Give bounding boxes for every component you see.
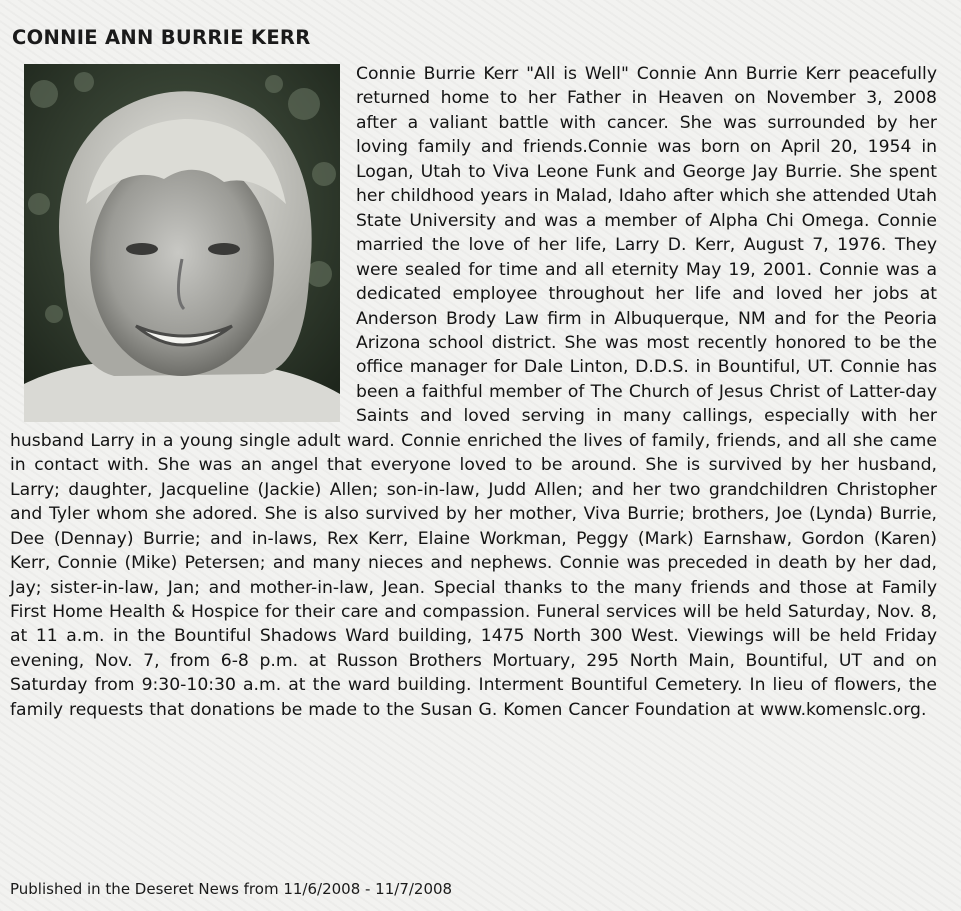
publication-note: Published in the Deseret News from 11/6/2008 - 11/7/2008 — [10, 880, 453, 898]
obituary-name-heading: CONNIE ANN BURRIE KERR — [12, 26, 311, 49]
portrait-photo — [24, 64, 340, 422]
portrait-photo-icon — [24, 64, 340, 422]
obituary-body: Connie Burrie Kerr "All is Well" Connie Ann Burrie Kerr peacefully returned home to her Father in Heaven on November 3, 2008 after a valiant battle with cancer. She was surrounded by her loving family and friends.Connie was born on April 20, 1954 in Logan, Utah to Viva Leone Funk and George Jay Burrie. She spent her childhood years in Malad, Idaho after which she attended Utah State University and was a member of Alpha Chi Omega. Connie married the love of her life, Larry D. Kerr, August 7, 1976. They were sealed for time and all eternity May 19, 2001. Connie was a dedicated employee throughout her life and loved her jobs at Anderson Brody Law firm in Albuquerque, NM and for the Peoria Arizona school district. She was most recently honored to be the office manager for Dale Linton, D.D.S. in Bountiful, UT. Connie has been a faithful member of The Church of Jesus Christ of Latter-day Saints and loved serving in many callings, especially with her husband Larry in a young single adult ward. Connie enriched the lives of family, friends, and all she came in contact with. She was an angel that everyone loved to be around. She is survived by her husband, Larry; daughter, Jacqueline (Jackie) Allen; son-in-law, Judd Allen; and her two grandchildren Christopher and Tyler whom she adored. She is also survived by her mother, Viva Burrie; brothers, Joe (Lynda) Burrie, Dee (Dennay) Burrie; and in-laws, Rex Kerr, Elaine Workman, Peggy (Mark) Earnshaw, Gordon (Karen) Kerr, Connie (Mike) Petersen; and many nieces and nephews. Connie was preceded in death by her dad, Jay; sister-in-law, Jan; and mother-in-law, Jean. Special thanks to the many friends and those at Family First Home Health & Hospice for their care and compassion. Funeral services will be held Saturday, Nov. 8, at 11 a.m. in the Bountiful Shadows Ward building, 1475 North 300 West. Viewings will be held Friday evening, Nov. 7, from 6-8 p.m. at Russon Brothers Mortuary, 295 North Main, Bountiful, UT and on Saturday from 9:30-10:30 a.m. at the ward building. Interment Bountiful Cemetery. In lieu of flowers, the family requests that donations be made to the Susan G. Komen Cancer Foundation at www.komenslc.org. — [10, 64, 937, 720]
